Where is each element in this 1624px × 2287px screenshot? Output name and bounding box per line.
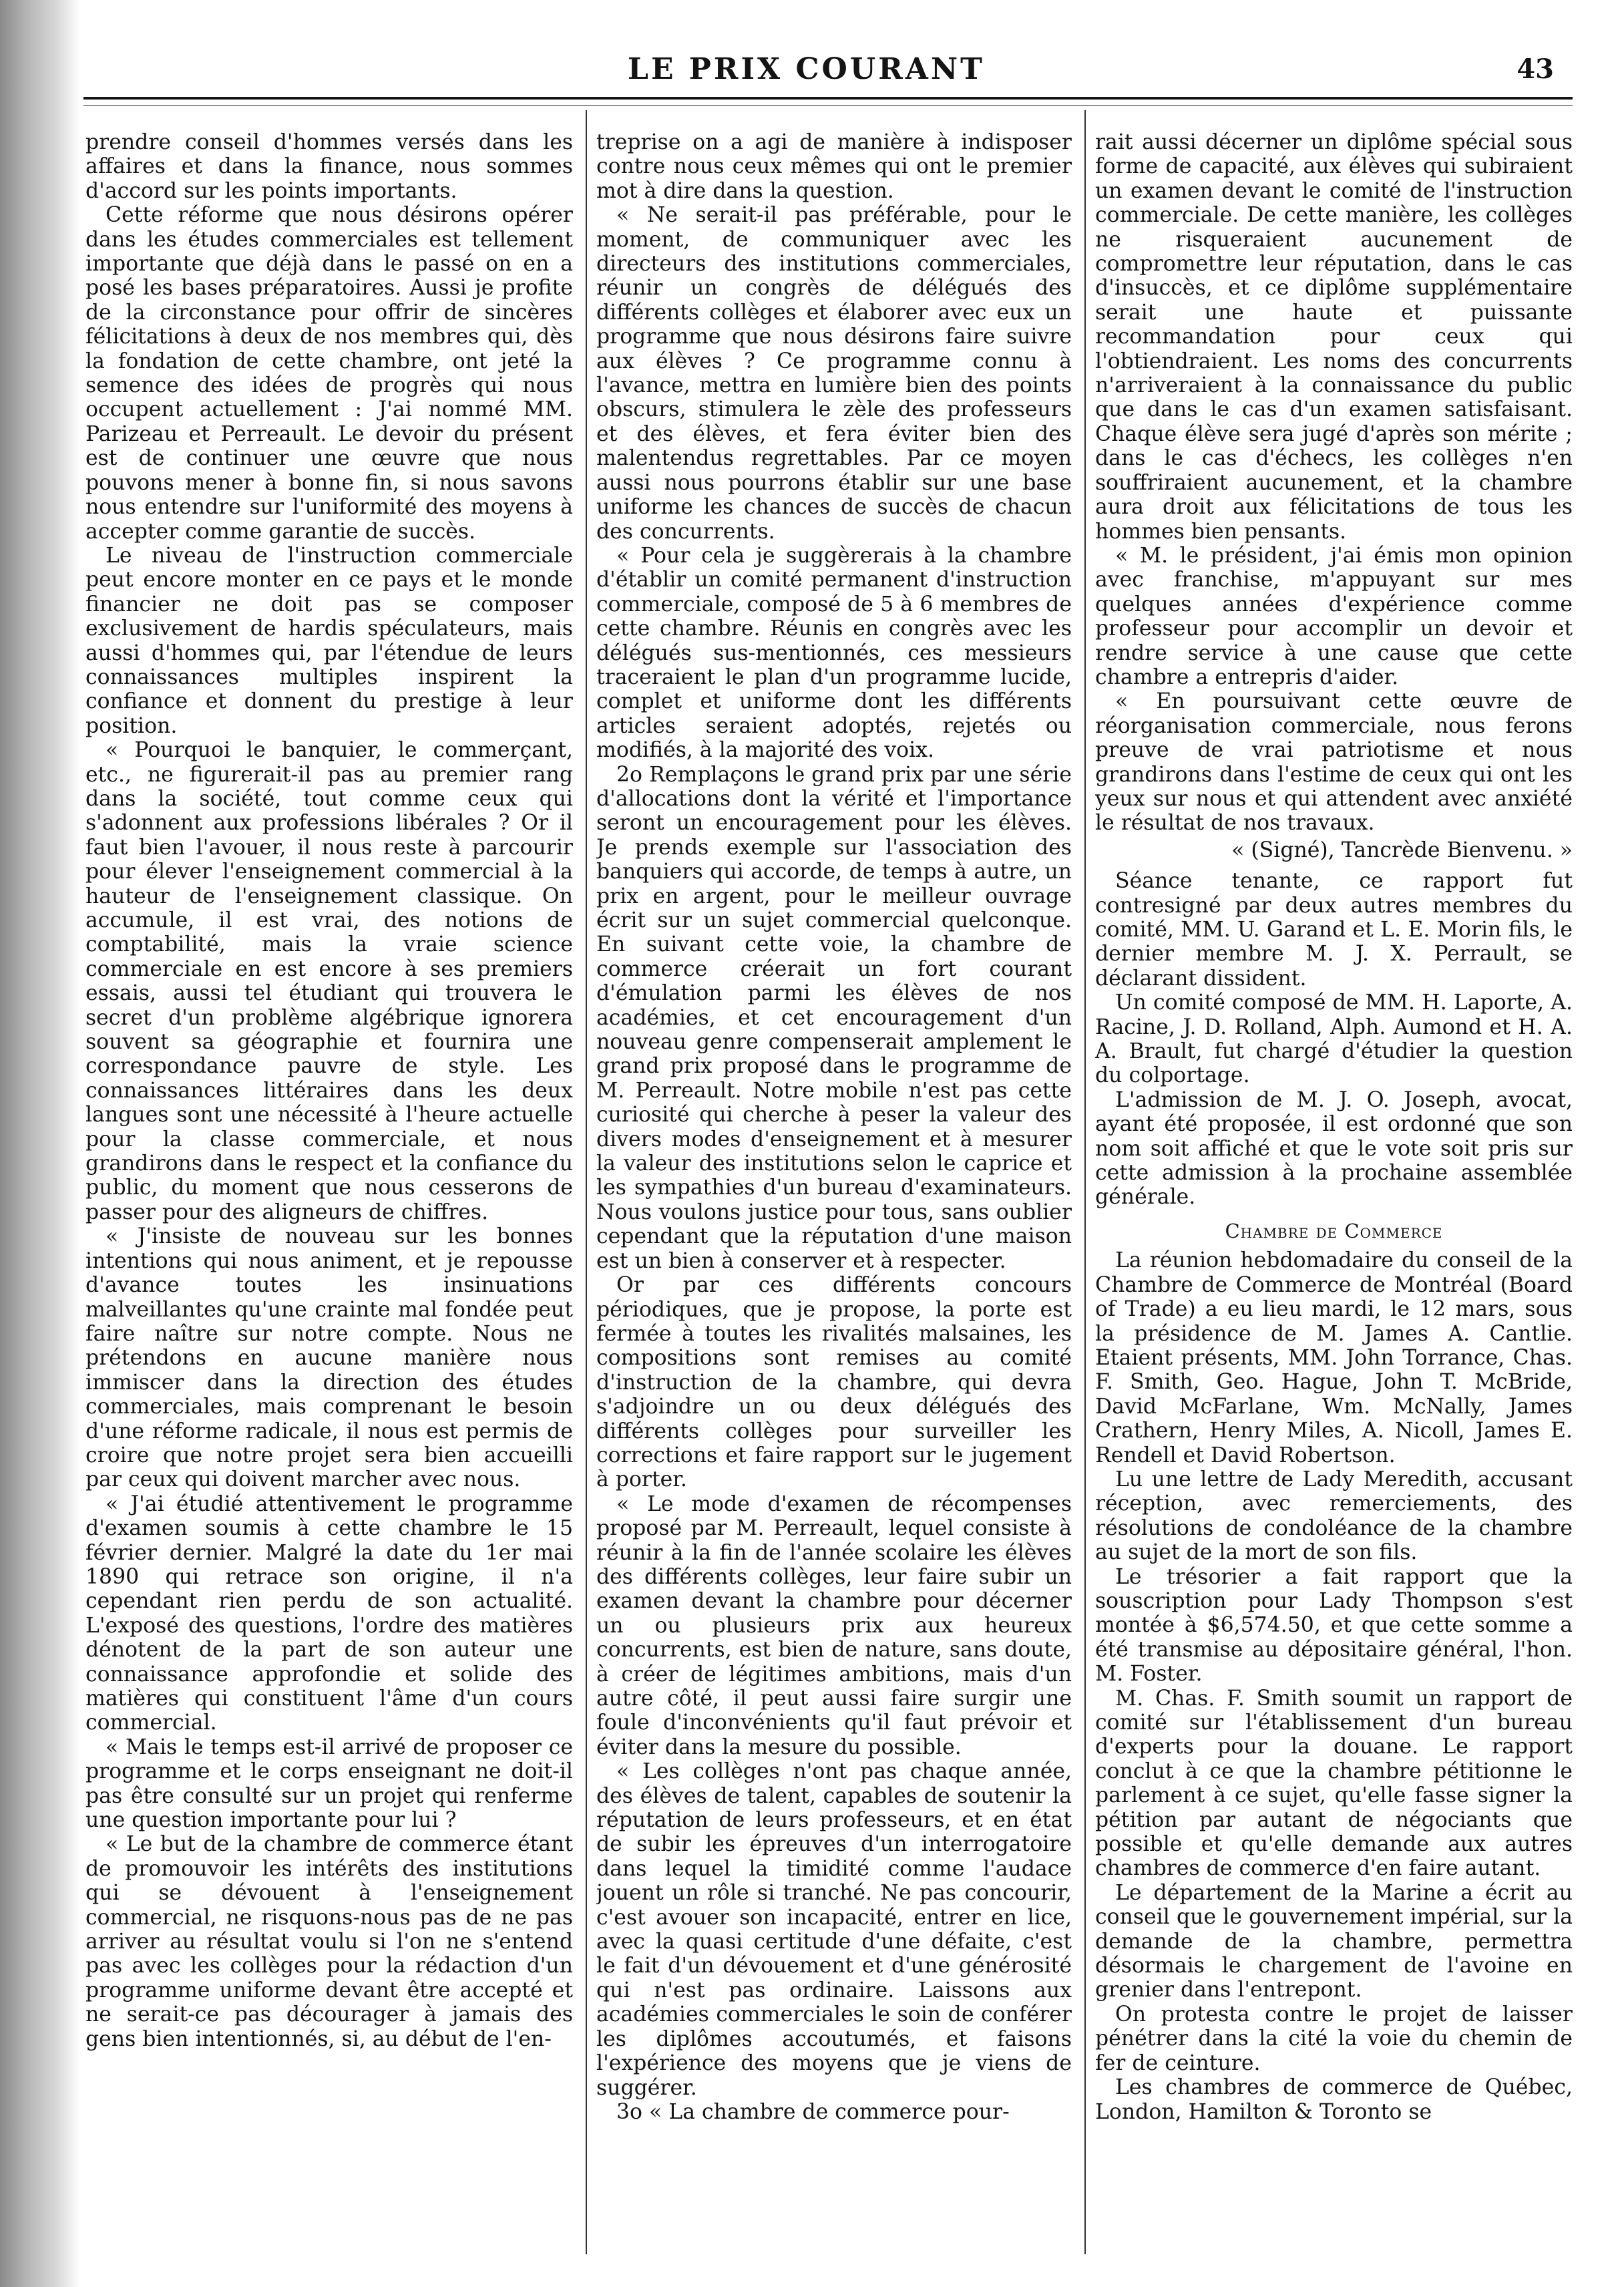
text-column-1	[85, 130, 573, 2268]
running-title: LE PRIX COURANT	[628, 52, 985, 86]
paragraph: treprise on a agi de manière à indisposer contre nous ceux mêmes qui ont le premier mot à dire dans la question.	[596, 130, 1072, 203]
paragraph: Séance tenante, ce rapport fut contresigné par deux autres membres du comité, MM. U. Garand et L. E. Morin fils, le dernier membre M. J. X. Perrault, se déclarant dissident.	[1095, 869, 1573, 991]
paragraph: Or par ces différents concours périodiques, que je propose, la porte est fermée à toutes les rivalités malsaines, les compositions sont remises au comité d'instruction de la chambre, qui devra s'adjoindre un ou deux délégués des différents collèges pour surveiller les corrections et faire rapport sur le jugement à porter.	[596, 1273, 1072, 1492]
paragraph: « M. le président, j'ai émis mon opinion avec franchise, m'appuyant sur mes quelques années d'expérience comme professeur pour accomplir un devoir et rendre service à une cause que cette chambre a entrepris d'aider.	[1095, 543, 1573, 689]
paragraph: 3o « La chambre de commerce pour-	[616, 2099, 1010, 2124]
paragraph: Le niveau de l'instruction commerciale peut encore monter en ce pays et le monde financier ne doit pas se composer exclusivement de hardis spéculateurs, mais aussi d'hommes qui, par l'étendue de leurs connaissances multiples inspirent la confiance et donnent du prestige à leur position.	[85, 543, 573, 738]
scanned-binding-edge	[0, 0, 80, 2287]
paragraph: Le département de la Marine a écrit au conseil que le gouvernement impérial, sur la demande de la chambre, permettra désormais le chargement de l'avoine en grenier dans l'entrepont.	[1095, 1880, 1573, 2002]
paragraph: « Le mode d'examen de récompenses proposé par M. Perreault, lequel consiste à réunir à la fin de l'année scolaire les élèves des différents collèges, leur faire subir un examen devant la chambre pour décerner un ou plusieurs prix aux heureux concurrents, est bien de nature, sans doute, à créer de légitimes ambitions, mais d'un autre côté, il peut aussi faire surgir une foule d'inconvénients qu'il faut prévoir et éviter dans la mesure du possible.	[596, 1491, 1072, 1759]
paragraph: « Mais le temps est-il arrivé de proposer ce programme et le corps enseignant ne doit-il pas être consulté sur un projet qui renferme une question importante pour lui ?	[85, 1735, 573, 1833]
column-divider	[1084, 110, 1086, 2254]
text-column-2	[596, 130, 1072, 2268]
paragraph: Le trésorier a fait rapport que la souscription pour Lady Thompson s'est montée à $6,574.50, et que cette somme a été transmise au dépositaire général, l'hon. M. Foster.	[1095, 1564, 1573, 1687]
paragraph: « En poursuivant cette œuvre de réorganisation commerciale, nous ferons preuve de vrai patriotisme et nous grandirons dans l'estime de ceux qui ont les yeux sur nous et qui attendent avec anxiété le résultat de nos travaux.	[1095, 689, 1573, 836]
paragraph: L'admission de M. J. O. Joseph, avocat, ayant été proposée, il est ordonné que son nom soit affiché et que le vote soit pris sur cette admission à la prochaine assemblée générale.	[1095, 1087, 1573, 1210]
paragraph: « Le but de la chambre de commerce étant de promouvoir les intérêts des institutions qui se dévouent à l'enseignement commercial, ne risquons-nous pas de ne pas arriver au résultat voulu si l'on ne s'entend pas avec les collèges pour la rédaction d'un programme uniforme devant être accepté et ne serait-ce pas décourager à jamais des gens bien intentionnés, si, au début de l'en-	[85, 1832, 573, 2051]
paragraph: La réunion hebdomadaire du conseil de la Chambre de Commerce de Montréal (Board of Trade) a eu lieu mardi, le 12 mars, sous la présidence de M. James A. Cantlie. Etaient présents, MM. John Torrance, Chas. F. Smith, Geo. Hague, John T. McBride, David McFarlane, Wm. McNally, James Crathern, Henry Miles, A. Nicoll, James E. Rendell et David Robertson.	[1095, 1248, 1573, 1467]
paragraph: On protesta contre le projet de laisser pénétrer dans la cité la voie du chemin de fer de ceinture.	[1095, 2002, 1573, 2075]
paragraph: « J'insiste de nouveau sur les bonnes intentions qui nous animent, et je repousse d'avance toutes les insinuations malveillantes qu'une crainte mal fondée peut faire naître sur notre compte. Nous ne prétendons en aucune manière nous immiscer dans la direction des études commerciales, mais comprenant le besoin d'une réforme radicale, il nous est permis de croire que notre projet sera bien accueilli par ceux qui doivent marcher avec nous.	[85, 1224, 573, 1492]
paragraph: Cette réforme que nous désirons opérer dans les études commerciales est tellement importante que déjà dans le passé on en a posé les bases préparatoires. Aussi je profite de la circonstance pour offrir de sincères félicitations à deux de nos membres qui, dès la fondation de cette chambre, ont jeté la semence des idées de progrès qui nous occupent actuellement : J'ai nommé MM. Parizeau et Perreault. Le devoir du présent est de continuer une œuvre que nous pouvons mener à bonne fin, si nous savons nous entendre sur l'uniformité des moyens à accepter comme garantie de succès.	[85, 203, 573, 544]
report-signature: « (Signé), Tancrède Bienvenu. »	[1231, 838, 1573, 862]
paragraph: « Les collèges n'ont pas chaque année, des élèves de talent, capables de soutenir la réputation de leurs professeurs, et en état de subir les épreuves d'un interrogatoire dans lequel la timidité comme l'audace jouent un rôle si tranché. Ne pas concourir, c'est avouer son incapacité, entrer en lice, avec la quasi certitude d'une défaite, c'est le fait d'un dévouement et d'une générosité qui n'est pas ordinaire. Laissons aux académies commerciales le soin de conférer les diplômes accoutumés, et faisons l'expérience des moyens que je viens de suggérer.	[596, 1759, 1072, 2100]
paragraph: 2o Remplaçons le grand prix par une série d'allocations dont la vérité et l'importance seront un encouragement pour les élèves. Je prends exemple sur l'association des banquiers qui accorde, de temps à autre, un prix en argent, pour le meilleur ouvrage écrit sur un sujet commercial quelconque. En suivant cette voie, la chambre de commerce créerait un fort courant d'émulation parmi les élèves de nos académies, et cet encouragement d'un nouveau genre compenserait amplement le grand prix proposé dans le programme de M. Perreault. Notre mobile n'est pas cette curiosité qui cherche à peser la valeur des divers modes d'enseignement et à mesurer la valeur des institutions selon le caprice et les sympathies d'un bureau d'examinateurs. Nous voulons justice pour tous, sans oublier cependant que la réputation d'une maison est un bien à conserver et à respecter.	[596, 762, 1072, 1273]
paragraph: rait aussi décerner un diplôme spécial sous forme de capacité, aux élèves qui subiraient un examen devant le comité de l'instruction commerciale. De cette manière, les collèges ne risqueraient aucunement de compromettre leur réputation, dans le cas d'insuccès, et ce diplôme supplémentaire serait une haute et puissante recommandation pour ceux qui l'obtiendraient. Les noms des concurrents n'arriveraient à la connaissance du public que dans le cas d'un examen satisfaisant. Chaque élève sera jugé d'après son mérite ; dans le cas d'échecs, les collèges n'en souffriraient aucunement, et la chambre aura droit aux félicitations de tous les hommes bien pensants.	[1095, 130, 1573, 544]
paragraph: M. Chas. F. Smith soumit un rapport de comité sur l'établissement d'un bureau d'experts pour la douane. Le rapport conclut à ce que la chambre pétitionne le parlement à ce sujet, qu'elle fasse signer la pétition par autant de négociants que possible et qu'elle demande aux autres chambres de commerce d'en faire autant.	[1095, 1686, 1573, 1881]
paragraph: Lu une lettre de Lady Meredith, accusant réception, avec remerciements, des résolutions de condoléance de la chambre au sujet de la mort de son fils.	[1095, 1467, 1573, 1565]
paragraph: « Pour cela je suggèrerais à la chambre d'établir un comité permanent d'instruction commerciale, composé de 5 à 6 membres de cette chambre. Réunis en congrès avec les délégués sus-mentionnés, ces messieurs traceraient le plan d'un programme lucide, complet et uniforme dont les différents articles seraient adoptés, rejetés ou modifiés, à la majorité des voix.	[596, 543, 1072, 763]
paragraph: Les chambres de commerce de Québec, London, Hamilton & Toronto se	[1095, 2075, 1573, 2124]
paragraph: « J'ai étudié attentivement le programme d'examen soumis à cette chambre le 15 février dernier. Malgré la date du 1er mai 1890 qui retrace son origine, il n'a cependant rien perdu de son actualité. L'exposé des questions, l'ordre des matières dénotent de la part de son auteur une connaissance approfondie et solide des matières qui constituent l'âme d'un cours commercial.	[85, 1491, 573, 1735]
paragraph: Un comité composé de MM. H. Laporte, A. Racine, J. D. Rolland, Alph. Aumond et H. A. A. Brault, fut chargé d'étudier la question du colportage.	[1095, 991, 1573, 1088]
section-heading: Chambre de Commerce	[1225, 1219, 1443, 1242]
paragraph: prendre conseil d'hommes versés dans les affaires et dans la finance, nous sommes d'accord sur les points importants.	[85, 130, 573, 203]
header-rule-thin	[83, 105, 1573, 106]
text-column-3	[1095, 130, 1573, 2268]
column-divider	[586, 110, 587, 2254]
header-rule	[83, 97, 1573, 100]
page-number: 43	[1516, 53, 1554, 85]
paragraph: « Pourquoi le banquier, le commerçant, etc., ne figurerait-il pas au premier rang dans la société, tout comme ceux qui s'adonnent aux professions libérales ? Or il faut bien l'avouer, il nous reste à parcourir pour élever l'enseignement commercial à la hauteur de l'enseignement classique. On accumule, il est vrai, des notions de comptabilité, mais la vraie science commerciale en est encore à ses premiers essais, aussi tel étudiant qui trouvera le secret d'un problème algébrique ignorera souvent sa géographie et fournira une correspondance pauvre de style. Les connaissances littéraires dans les deux langues sont une nécessité à l'heure actuelle pour la classe commerciale, et nous grandirons dans le respect et la confiance du public, du moment que nous cesserons de passer pour des aligneurs de chiffres.	[85, 738, 573, 1224]
paragraph: « Ne serait-il pas préférable, pour le moment, de communiquer avec les directeurs des institutions commerciales, réunir un congrès de délégués des différents collèges et élaborer avec eux un programme que nous désirons faire suivre aux élèves ? Ce programme connu à l'avance, mettra en lumière bien des points obscurs, stimulera le zèle des professeurs et des élèves, et fera éviter bien des malentendus regrettables. Par ce moyen aussi nous pourrons établir sur une base uniforme les chances de succès de chacun des concurrents.	[596, 203, 1072, 544]
